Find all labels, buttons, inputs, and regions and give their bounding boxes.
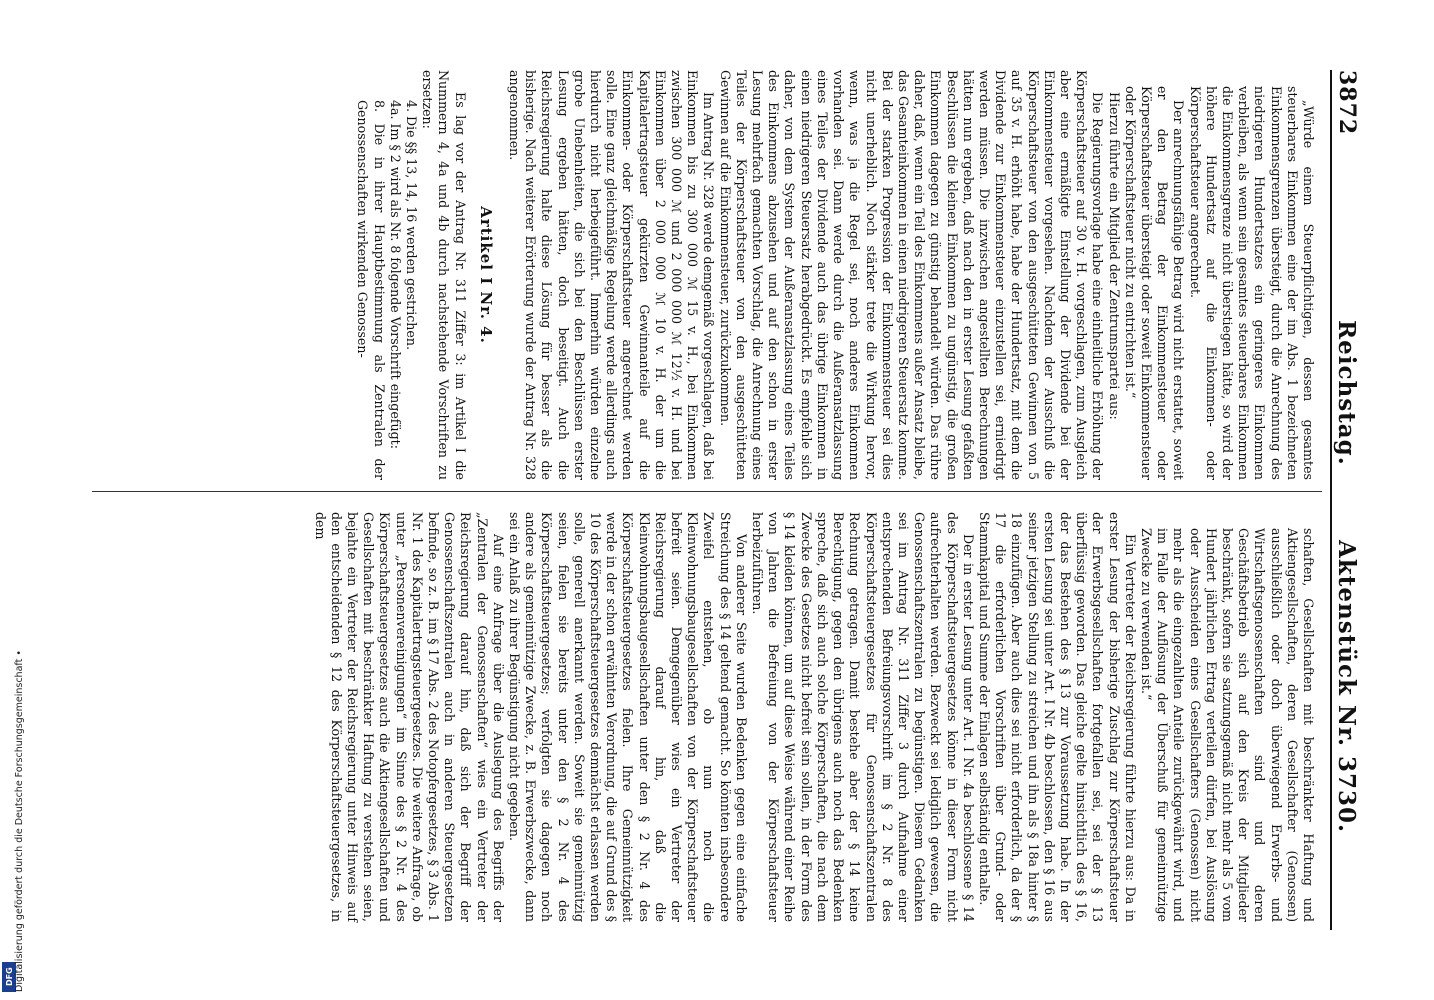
- paragraph: Der in erster Lesung unter Art. I Nr. 4a beschlossene § 14 des Körperschaftsteuergesetzes könne in dieser Form nicht aufrechterhalten werden. Bezweckt sei lediglich gewesen, die Genossenschaftszentralen zu begünstigen. Diesem Gedanken sei im Antrag Nr. 311 Ziffer 3 durch Aufnahme einer entsprechenden Befreiungsvorschrift im § 2 Nr. 8 des Körperschaftsteuergesetzes für Genossenschaftszentralen Rechnung getragen. Damit bestehe aber der § 14 keine Berechtigung, gegen den übrigens auch noch das Bedenken spreche, daß sich auch solche Körperschaften, die nach dem Zwecke des Gesetzes nicht befreit sein sollen, in der Form des § 14 kleiden können, um auf diese Weise während einer Reihe von Jahren die Befreiung von der Körperschaftsteuer herbeizuführen.: [750, 512, 976, 922]
- paragraph: Der anrechnungsfähige Betrag wird nicht erstattet, soweit er den Betrag der Einkommensteuer oder Körperschaftsteuer übersteigt oder soweit Einkommensteuer oder Körperschaftsteuer nicht zu entrichten ist.“: [1122, 86, 1187, 480]
- paragraph: Ein Vertreter der Reichsregierung führte hierzu aus: Da in erster Lesung der bisherige Zuschlag zur Körperschaftsteuer der Erwerbsgesellschaften fortgefallen sei, sei der § 13 überflüssig geworden. Das gleiche gelte hinsichtlich des § 16, der das Bestehen des § 13 zur Voraussetzung habe. In der ersten Lesung sei unter Art. I Nr. 4b beschlossen, den § 16 aus seiner jetzigen Stellung zu streichen und ihn als § 18a hinter § 18 einzufügen. Aber auch dies sei nicht erforderlich, da der § 17 die erforderlichen Vorschriften über Grund- oder Stammkapital und Summe der Einlagen selbständig enthalte.: [976, 512, 1138, 922]
- paragraph: Die Regierungsvorlage habe eine einheitliche Erhöhung der Körperschaftsteuer auf 30 v. H. vorgeschlagen, zum Ausgleich aber eine ermäßigte Einstellung der Dividende bei der Einkommensteuer vorgesehen. Nachdem der Ausschuß die Körperschaftsteuer von den ausgeschütteten Gewinnen von 5 auf 35 v. H. erhöht habe, habe der Hundertsatz, mit dem die Dividende zur Einkommensteuer einzustellen sei, erniedrigt werden müssen. Die inzwischen angestellten Berechnungen hätten nun ergeben, daß nach den in erster Lesung gefaßten Beschlüssen die kleinen Einkommen zu ungünstig, die großen Einkommen dagegen zu günstig behandelt würden. Das rühre daher, daß, wenn ein Teil des Einkommens außer Ansatz bleibe, das Gesamteinkommen in einen niedrigeren Steuersatz komme. Bei der starken Progression der Einkommensteuer sei dies nicht unerheblich. Noch stärker trete die Wirkung hervor, wenn, was ja die Regel sei, noch anderes Einkommen vorhanden sei. Dann werde durch die Außeransatzlassung eines Teiles der Dividende auch das übrige Einkommen in einen niedrigeren Steuersatz herabgedrückt. Es empfehle sich daher, von dem System der Außeransatzlassung eines Teiles des Einkommens abzusehen und auf den schon in erster Lesung mehrfach gemachten Vorschlag, die Anrechnung eines Teiles der Körperschaftsteuer von den ausgeschütteten Gewinnen auf die Einkommensteuer, zurückzukommen.: [717, 70, 1106, 480]
- paragraph: Auf eine Anfrage über die Auslegung des Begriffs der „Zentralen der Genossenschaften“ wies ein Vertreter der Reichsregierung darauf hin, daß sich der Begriff der Genossenschaftszentralen auch in anderen Steuergesetzen befinde, so z. B. im § 17 Abs. 2 des Notopfergesetzes, § 3 Abs. 1 Nr. 1 des Kapitalertragsteuergesetzes. Die weitere Anfrage, ob unter „Personenvereinigungen“ im Sinne des § 2 Nr. 4 des Körperschaftsteuergesetzes auch die Aktiengesellschaften und Gesellschaften mit beschränkter Haftung zu verstehen seien, bejahte ein Vertreter der Reichsregierung unter Hinweis auf den entscheidenden § 12 des Körperschaftsteuergesetzes, in dem: [312, 512, 506, 922]
- paragraph: Hierzu führte ein Mitglied der Zentrumspartei aus:: [1106, 92, 1122, 420]
- page-number: 3872: [1334, 70, 1360, 136]
- credit-text: Digitalisierung gefördert durch die Deutsche Forschungsgemeinschaft •: [14, 650, 25, 992]
- paragraph: schaften, Gesellschaften mit beschränkter Haftung und Aktiengesellschaften, deren Gesellschafter (Genossen) ausschließlich oder doch überwiegend Erwerbs- und Wirtschaftsgenossenschaften sind und deren Geschäftsbetrieb sich auf den Kreis der Mitglieder beschränkt, sofern sie satzungsgemäß nicht mehr als 5 vom Hundert jährlichen Ertrag verteilen dürfen, bei Auslösung oder Ausscheiden eines Gesellschafters (Genossen) nicht mehr als die eingezahlten Anteile zurückgewährt wird, und im Falle der Auflösung der Überschuß für gemeinnützige Zwecke zu verwenden ist.“: [1138, 528, 1316, 922]
- header-subtitle: Aktenstück Nr. 3730.: [1333, 540, 1360, 834]
- section-heading: Artikel I Nr. 4.: [476, 206, 495, 344]
- paragraph: Im Antrag Nr. 328 werde demgemäß vorgeschlagen, daß bei Einkommen bis zu 300 000 ℳ 15 v. H., bei Einkommen zwischen 300 000 ℳ und 2 000 000 ℳ 12½ v. H. und bei Einkommen über 2 000 000 ℳ 10 v. H. der um die Kapitalertragsteuer gekürzten Gewinnanteile auf die Einkommen- oder Körperschaftsteuer angerechnet werden solle. Eine ganz gleichmäßige Regelung werde allerdings auch hierdurch nicht herbeigeführt. Immerhin würden einzelne grobe Unebenheiten, die sich bei den Beschlüssen erster Lesung ergeben hätten, doch beseitigt. Auch die Reichsregierung halte diese Lösung für besser als die bisherige. Nach weiterer Erörterung wurde der Antrag Nr. 328 angenommen.: [507, 70, 717, 480]
- right-column: [311, 512, 1316, 922]
- page-header: [1330, 70, 1362, 930]
- paragraph: „Würde einem Steuerpflichtigen, dessen gesamtes steuerbares Einkommen eine der im Abs. 1 bezeichneten Einkommensgrenzen übersteigt, durch die Anrechnung des niedrigeren Hundertsatzes ein geringeres Einkommen verbleiben, als wenn sein gesamtes steuerbares Einkommen die Einkommensgrenze nicht überstiegen hätte, so wird der höhere Hundertsatz auf die Einkommen- oder Körperschaftsteuer angerechnet.: [1187, 86, 1316, 480]
- dfg-logo: DFG: [2, 962, 16, 992]
- header-title: Reichstag.: [1333, 320, 1360, 466]
- paragraph: Es lag vor der Antrag Nr. 311 Ziffer 3: im Artikel I die Nummern 4, 4a und 4b durch nachstehende Vorschriften zu ersetzen:: [420, 70, 468, 480]
- list-item: 4. Die §§ 13, 14, 16 werden gestrichen.: [404, 100, 420, 350]
- paragraph: Von anderer Seite wurden Bedenken gegen eine einfache Streichung des § 14 geltend gemacht. So könnten insbesondere Zweifel entstehen, ob nun noch die Kleinwohnungsbaugesellschaften von der Körperschaftsteuer befreit seien. Demgegenüber wies ein Vertreter der Reichsregierung darauf hin, daß die Kleinwohnungsbaugesellschaften unter den § 2 Nr. 4 des Körperschaftsteuergesetzes fielen. Ihre Gemeinnützigkeit werde in der schon erwähnten Verordnung, die auf Grund des § 10 des Körperschaftsteuergesetzes demnächst erlassen werden solle, generell anerkannt werden. Soweit sie gemeinnützig seien, fielen sie bereits unter den § 2 Nr. 4 des Körperschaftsteuergesetzes; verfolgten sie dagegen noch andere als gemeinnützige Zwecke, z. B. Erwerbszwecke, dann sei ein Anlaß zu ihrer Begünstigung nicht gegeben.: [507, 512, 749, 922]
- list-item: 8. Die in ihrer Hauptbestimmung als Zentralen der Genossenschaften wirkenden Genossen-: [355, 100, 387, 480]
- list-item: 4a. Im § 2 wird als Nr. 8 folgende Vorschrift eingefügt:: [387, 100, 403, 449]
- left-column: [354, 70, 1316, 480]
- digitization-credit: [0, 0, 25, 1000]
- column-divider: [92, 491, 1322, 492]
